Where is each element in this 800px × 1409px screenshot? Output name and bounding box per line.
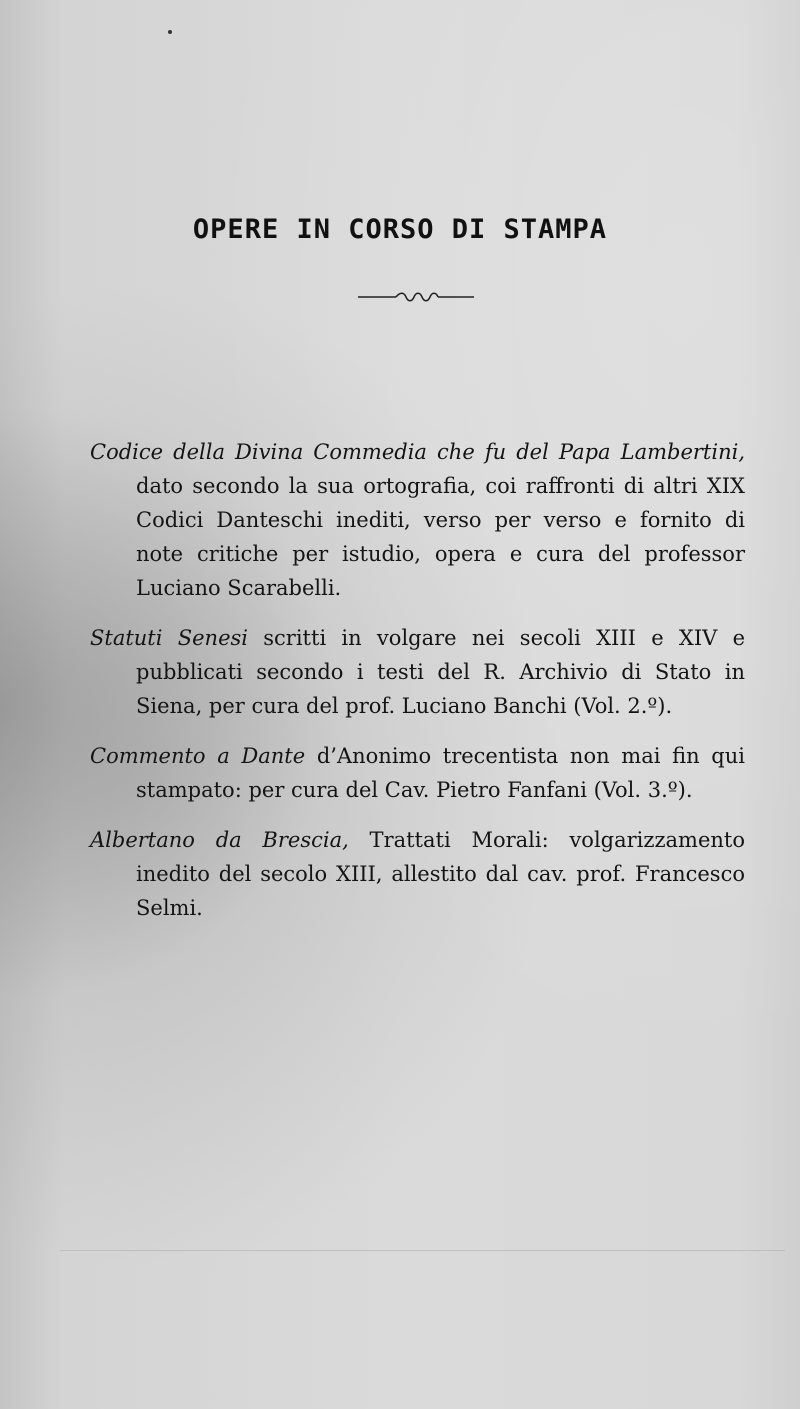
- work-title: Codice della Divina Commedia che fu del Papa Lambertini,: [90, 440, 745, 464]
- list-item: [90, 823, 745, 925]
- work-description: scritti in volgare nei secoli XIII e XIV e pubblicati secondo i testi del R. Archivio di Stato in Siena, per cura del prof. Luciano Banchi (Vol. 2.º).: [136, 626, 746, 718]
- work-title: Commento a Dante: [90, 744, 306, 768]
- ink-speck: [168, 30, 172, 34]
- work-title: Albertano da Brescia,: [90, 828, 349, 852]
- work-title: Statuti Senesi: [90, 626, 248, 650]
- work-description: d’Anonimo trecentista non mai fin qui stampato: per cura del Cav. Pietro Fanfani (Vol. 3.º).: [136, 744, 745, 802]
- page-title: OPERE IN CORSO DI STAMPA: [192, 214, 608, 245]
- list-item: [90, 435, 745, 605]
- page-rule: [60, 1250, 785, 1251]
- works-list: [90, 435, 745, 941]
- work-description: Trattati Morali: volgarizzamento inedito del secolo XIII, allestito dal cav. prof. Francesco Selmi.: [136, 828, 745, 920]
- list-item: [90, 739, 745, 807]
- ornament-divider-icon: [358, 289, 474, 305]
- list-item: [90, 621, 745, 723]
- work-description: dato secondo la sua ortografia, coi raffronti di altri XIX Codici Danteschi inediti, verso per verso e fornito di note critiche per istudio, opera e cura del professor Luciano Scarabelli.: [136, 474, 745, 600]
